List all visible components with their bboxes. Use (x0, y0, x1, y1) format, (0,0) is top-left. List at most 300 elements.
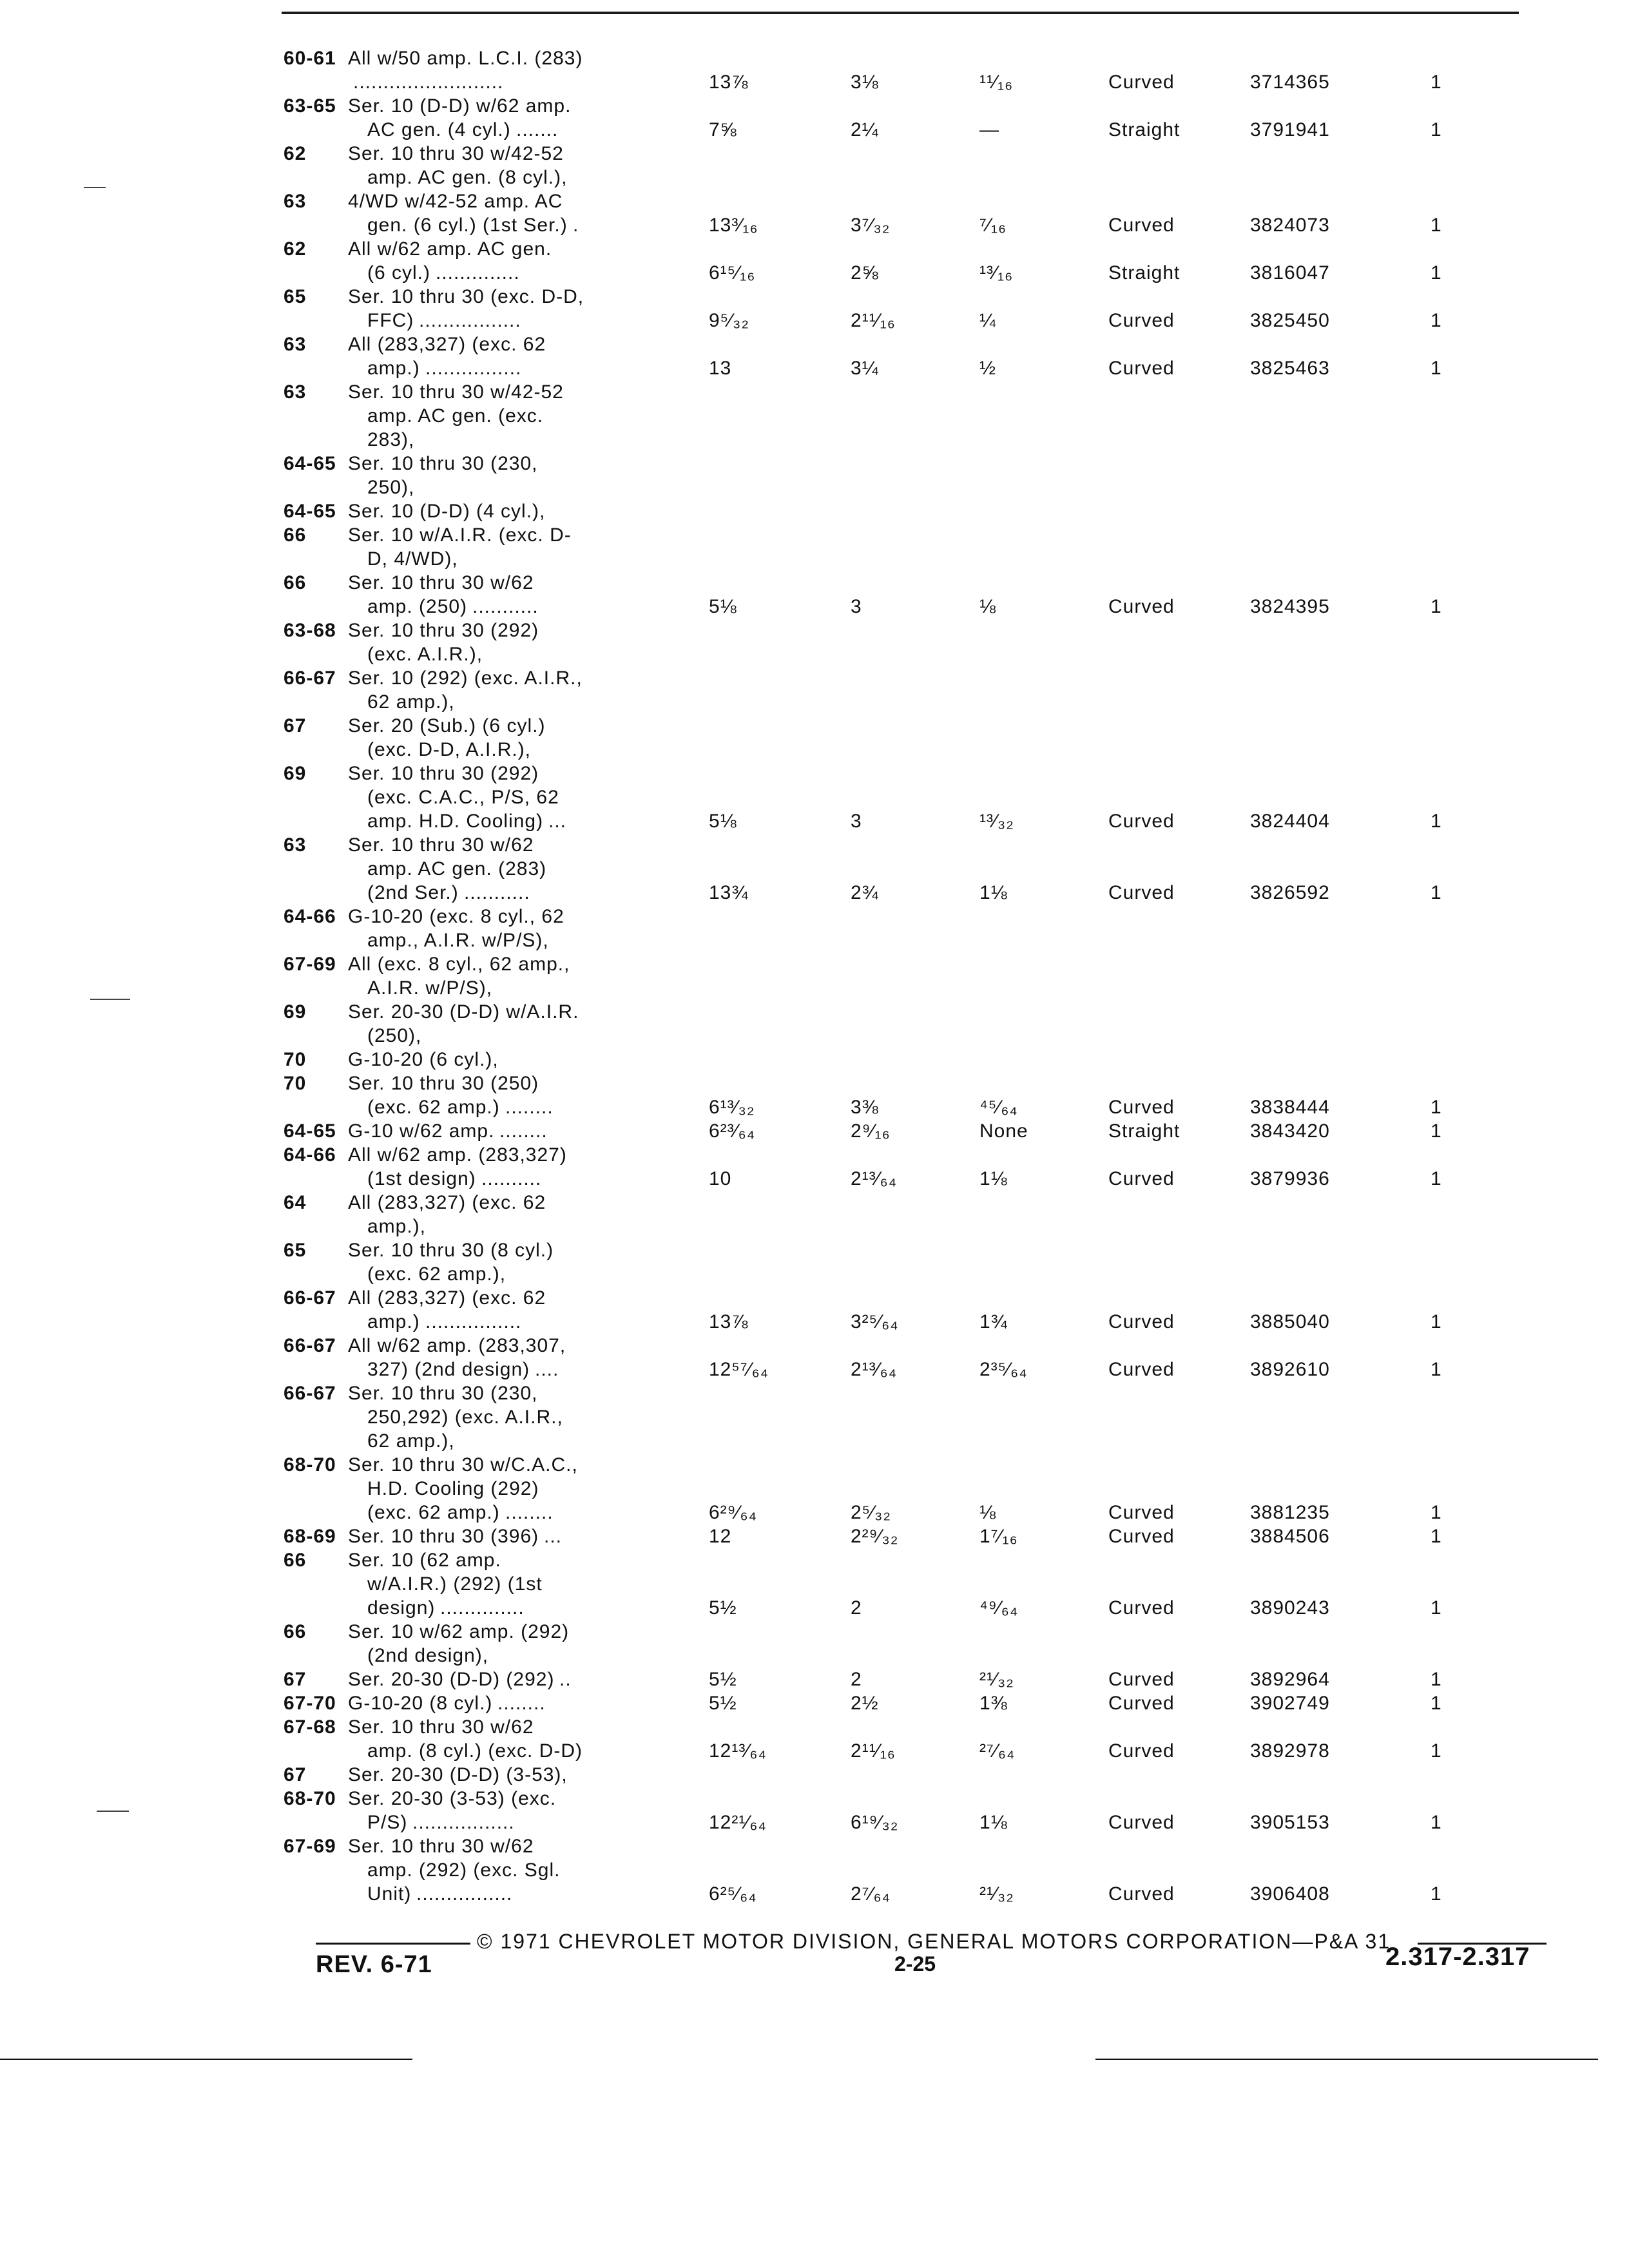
model-years: 68-70 (284, 1788, 336, 1809)
offset: 1¾ (979, 1311, 1008, 1332)
row-line (284, 309, 1521, 332)
row-line (284, 523, 1521, 547)
width: 3 (851, 596, 862, 617)
quantity: 1 (1431, 1812, 1442, 1833)
model-years: 63 (284, 334, 307, 355)
leader-dots: ........ (505, 1097, 554, 1118)
part-number: 3902749 (1250, 1693, 1330, 1714)
bottom-rule-left (0, 2059, 412, 2060)
table-row (284, 1143, 1521, 1191)
width: 6¹⁹⁄₃₂ (851, 1812, 899, 1833)
application-text: amp. (292) (exc. Sgl. (367, 1860, 561, 1881)
scan-mark (84, 187, 106, 188)
application-text: P/S) (367, 1812, 408, 1833)
width: 3⅜ (851, 1097, 879, 1118)
row-line (284, 1763, 1521, 1787)
application-text: AC gen. (4 cyl.) (367, 119, 511, 140)
offset: 1⅛ (979, 882, 1008, 903)
application-text: All (283,327) (exc. 62 (348, 1287, 546, 1309)
application-text: (exc. D-D, A.I.R.), (367, 739, 532, 760)
width: 2⅝ (851, 262, 879, 284)
width: 2¹³⁄₆₄ (851, 1359, 898, 1380)
row-line (284, 1095, 1521, 1119)
bend-type: Curved (1108, 811, 1175, 832)
quantity: 1 (1431, 1883, 1442, 1905)
bend-type: Curved (1108, 596, 1175, 617)
row-line (284, 952, 1521, 976)
model-years: 65 (284, 1240, 307, 1261)
application-text: All w/62 amp. (283,327) (348, 1144, 567, 1166)
overall-length: 10 (709, 1168, 732, 1189)
leader-dots: .............. (436, 262, 520, 284)
leader-dots: ................ (425, 358, 522, 379)
model-years: 64-65 (284, 501, 336, 522)
overall-length: 5⅛ (709, 811, 737, 832)
part-number: 3824395 (1250, 596, 1330, 617)
application-text: (1st design) (367, 1168, 476, 1189)
row-line (284, 1811, 1521, 1834)
offset: ⅛ (979, 1502, 997, 1523)
application-text: Ser. 20 (Sub.) (6 cyl.) (348, 715, 546, 736)
application-text: 283), (367, 429, 415, 450)
bend-type: Curved (1108, 310, 1175, 331)
bend-type: Curved (1108, 1168, 1175, 1189)
row-line (284, 690, 1521, 714)
row-line (284, 1620, 1521, 1644)
leader-dots: ........ (505, 1502, 554, 1523)
application-text: 62 amp.), (367, 1430, 455, 1452)
application-text: (exc. 62 amp.) (367, 1097, 500, 1118)
row-line (284, 452, 1521, 476)
application-text: All (exc. 8 cyl., 62 amp., (348, 954, 570, 975)
application-text: 62 amp.), (367, 691, 455, 713)
application-text: G-10-20 (8 cyl.) (348, 1693, 493, 1714)
row-line (284, 1453, 1521, 1477)
application-text: (exc. 62 amp.) (367, 1502, 500, 1523)
row-line (284, 380, 1521, 404)
row-line (284, 1572, 1521, 1596)
offset: 1⅛ (979, 1812, 1008, 1833)
model-years: 66 (284, 1550, 307, 1571)
leader-dots: ................ (416, 1883, 513, 1905)
width: 2 (851, 1597, 862, 1619)
overall-length: 5½ (709, 1693, 737, 1714)
row-line (284, 571, 1521, 595)
application-text: Ser. 10 thru 30 (8 cyl.) (348, 1240, 554, 1261)
row-line (284, 1548, 1521, 1572)
row-line (284, 499, 1521, 523)
table-row (284, 380, 1521, 619)
application-text: amp. H.D. Cooling) (367, 811, 544, 832)
table-row (284, 833, 1521, 905)
quantity: 1 (1431, 1168, 1442, 1189)
quantity: 1 (1431, 72, 1442, 93)
offset: None (979, 1120, 1028, 1142)
model-years: 69 (284, 763, 307, 784)
table-row (284, 619, 1521, 833)
overall-length: 13 (709, 358, 732, 379)
row-line (284, 213, 1521, 237)
leader-dots: ................. (412, 1812, 515, 1833)
application-text: G-10-20 (6 cyl.), (348, 1049, 499, 1070)
leader-dots: .......... (481, 1168, 542, 1189)
offset: ²¹⁄₃₂ (979, 1883, 1014, 1905)
model-years: 66 (284, 572, 307, 593)
width: 3⅛ (851, 72, 879, 93)
leader-dots: .. (559, 1669, 572, 1690)
row-line (284, 1477, 1521, 1501)
overall-length: 5½ (709, 1669, 737, 1690)
application-text: Ser. 20-30 (D-D) (292) (348, 1669, 555, 1690)
part-number: 3838444 (1250, 1097, 1330, 1118)
scan-mark (90, 999, 130, 1000)
part-number: 3824073 (1250, 215, 1330, 236)
table-row (284, 1691, 1521, 1715)
offset: ²¹⁄₃₂ (979, 1669, 1014, 1690)
application-text: Ser. 20-30 (D-D) (3-53), (348, 1764, 568, 1785)
model-years: 68-69 (284, 1526, 336, 1547)
part-number: 3884506 (1250, 1526, 1330, 1547)
application-text: Unit) (367, 1883, 412, 1905)
page-number: 2-25 (894, 1952, 936, 1975)
application-text: Ser. 10 w/A.I.R. (exc. D- (348, 524, 572, 546)
table-row (284, 1715, 1521, 1763)
row-line (284, 1644, 1521, 1667)
quantity: 1 (1431, 358, 1442, 379)
row-line (284, 785, 1521, 809)
quantity: 1 (1431, 1502, 1442, 1523)
row-line (284, 142, 1521, 166)
overall-length: 12 (709, 1526, 732, 1547)
table-row (284, 1191, 1521, 1334)
overall-length: 7⅝ (709, 119, 737, 140)
row-line (284, 1381, 1521, 1405)
overall-length: 13³⁄₁₆ (709, 215, 758, 236)
overall-length: 12¹³⁄₆₄ (709, 1740, 767, 1762)
row-line (284, 1429, 1521, 1453)
width: 3⁷⁄₃₂ (851, 215, 891, 236)
leader-dots: .... (535, 1359, 559, 1380)
application-text: Ser. 20-30 (3-53) (exc. (348, 1788, 557, 1809)
application-text: 4/WD w/42-52 amp. AC (348, 191, 563, 212)
table-row (284, 189, 1521, 237)
quantity: 1 (1431, 310, 1442, 331)
bend-type: Curved (1108, 1359, 1175, 1380)
quantity: 1 (1431, 262, 1442, 284)
model-years: 63 (284, 191, 307, 212)
table-row (284, 1524, 1521, 1548)
offset: 2³⁵⁄₆₄ (979, 1359, 1028, 1380)
model-years: 67 (284, 715, 307, 736)
leader-dots: . (573, 215, 579, 236)
bend-type: Curved (1108, 1669, 1175, 1690)
row-line (284, 118, 1521, 142)
overall-length: 12⁵⁷⁄₆₄ (709, 1359, 769, 1380)
table-row (284, 1763, 1521, 1834)
table-row (284, 94, 1521, 142)
bend-type: Curved (1108, 1883, 1175, 1905)
offset: ¼ (979, 310, 997, 331)
application-text: (exc. 62 amp.), (367, 1264, 506, 1285)
row-line (284, 1715, 1521, 1739)
model-years: 62 (284, 143, 307, 164)
application-text: Ser. 10 thru 30 w/62 (348, 1716, 534, 1738)
application-text: A.I.R. w/P/S), (367, 977, 493, 999)
application-text: Ser. 10 thru 30 (exc. D-D, (348, 286, 584, 307)
row-line (284, 809, 1521, 833)
width: 2¾ (851, 882, 879, 903)
model-years: 63 (284, 834, 307, 856)
part-number: 3843420 (1250, 1120, 1330, 1142)
application-text: Ser. 10 w/62 amp. (292) (348, 1621, 570, 1642)
row-line (284, 1262, 1521, 1286)
footer-rule-left (316, 1943, 470, 1945)
table-row (284, 285, 1521, 332)
row-line (284, 356, 1521, 380)
bend-type: Straight (1108, 1120, 1181, 1142)
width: 2⁷⁄₆₄ (851, 1883, 891, 1905)
model-years: 67-69 (284, 1836, 336, 1857)
application-text: 327) (2nd design) (367, 1359, 530, 1380)
leader-dots: ... (548, 811, 567, 832)
application-text: w/A.I.R.) (292) (1st (367, 1573, 543, 1595)
model-years: 66 (284, 1621, 307, 1642)
table-row (284, 142, 1521, 189)
row-line (284, 642, 1521, 666)
overall-length: 13⅞ (709, 1311, 749, 1332)
model-years: 64-66 (284, 906, 336, 927)
row-line (284, 1072, 1521, 1095)
row-line (284, 833, 1521, 857)
offset: ⁷⁄₁₆ (979, 215, 1007, 236)
quantity: 1 (1431, 1669, 1442, 1690)
row-line (284, 666, 1521, 690)
model-years: 70 (284, 1073, 307, 1094)
leader-dots: ................. (419, 310, 521, 331)
part-number: 3714365 (1250, 72, 1330, 93)
offset: ⁴⁵⁄₆₄ (979, 1097, 1018, 1118)
bend-type: Curved (1108, 1502, 1175, 1523)
application-text: Ser. 10 thru 30 w/42-52 (348, 143, 564, 164)
row-line (284, 1048, 1521, 1072)
quantity: 1 (1431, 1120, 1442, 1142)
offset: ½ (979, 358, 997, 379)
width: 3²⁵⁄₆₄ (851, 1311, 899, 1332)
application-text: Ser. 10 thru 30 w/42-52 (348, 381, 564, 403)
table-row (284, 332, 1521, 380)
application-text: 250,292) (exc. A.I.R., (367, 1407, 563, 1428)
application-text: Ser. 10 thru 30 w/62 (348, 1836, 534, 1857)
offset: ¹³⁄₁₆ (979, 262, 1014, 284)
leader-dots: ........ (497, 1693, 546, 1714)
part-number: 3816047 (1250, 262, 1330, 284)
row-line (284, 1024, 1521, 1048)
application-text: amp. AC gen. (exc. (367, 405, 544, 427)
model-years: 68-70 (284, 1454, 336, 1475)
quantity: 1 (1431, 1597, 1442, 1619)
part-number: 3881235 (1250, 1502, 1330, 1523)
width: 3 (851, 811, 862, 832)
application-text: Ser. 10 thru 30 (292) (348, 620, 539, 641)
part-number: 3885040 (1250, 1311, 1330, 1332)
model-years: 60-61 (284, 48, 336, 69)
application-text: Ser. 10 (D-D) (4 cyl.), (348, 501, 546, 522)
row-line (284, 928, 1521, 952)
row-line (284, 881, 1521, 905)
model-years: 64-65 (284, 453, 336, 474)
model-years: 69 (284, 1001, 307, 1023)
part-number: 3791941 (1250, 119, 1330, 140)
quantity: 1 (1431, 1526, 1442, 1547)
copyright-line: © 1971 CHEVROLET MOTOR DIVISION, GENERAL MOTORS CORPORATION—P&A 31 (477, 1930, 1391, 1953)
application-text: (6 cyl.) (367, 262, 430, 284)
application-text: All w/62 amp. AC gen. (348, 238, 552, 260)
part-number: 3890243 (1250, 1597, 1330, 1619)
row-line (284, 476, 1521, 499)
table-row (284, 1381, 1521, 1524)
scan-mark (97, 1811, 129, 1812)
application-text: amp. (250) (367, 596, 468, 617)
leader-dots: ... (544, 1526, 563, 1547)
model-years: 63-68 (284, 620, 336, 641)
quantity: 1 (1431, 1097, 1442, 1118)
model-years: 65 (284, 286, 307, 307)
row-line (284, 1191, 1521, 1215)
overall-length: 13⅞ (709, 72, 749, 93)
row-line (284, 261, 1521, 285)
bend-type: Curved (1108, 882, 1175, 903)
width: 3¼ (851, 358, 879, 379)
width: 2⁹⁄₁₆ (851, 1120, 891, 1142)
overall-length: 6¹⁵⁄₁₆ (709, 262, 756, 284)
row-line (284, 762, 1521, 785)
row-line (284, 595, 1521, 619)
offset: ⅛ (979, 596, 997, 617)
application-text: amp. AC gen. (8 cyl.), (367, 167, 568, 188)
table-row (284, 1834, 1521, 1906)
overall-length: 5⅛ (709, 596, 737, 617)
part-number: 3826592 (1250, 882, 1330, 903)
leader-dots: ....... (516, 119, 559, 140)
row-line (284, 905, 1521, 928)
application-text: Ser. 10 thru 30 w/C.A.C., (348, 1454, 578, 1475)
row-line (284, 94, 1521, 118)
model-years: 67-70 (284, 1693, 336, 1714)
overall-length: 6¹³⁄₃₂ (709, 1097, 755, 1118)
offset: ²⁷⁄₆₄ (979, 1740, 1016, 1762)
application-text: (250), (367, 1025, 422, 1046)
application-text: All (283,327) (exc. 62 (348, 334, 546, 355)
table-row (284, 1667, 1521, 1691)
table-row (284, 1548, 1521, 1620)
application-text: amp. AC gen. (283) (367, 858, 547, 879)
row-line (284, 1167, 1521, 1191)
table-row (284, 1334, 1521, 1381)
row-line (284, 738, 1521, 762)
width: 2¼ (851, 119, 879, 140)
quantity: 1 (1431, 1740, 1442, 1762)
model-years: 66-67 (284, 1335, 336, 1356)
row-line (284, 70, 1521, 94)
row-line (284, 1501, 1521, 1524)
part-number: 3892964 (1250, 1669, 1330, 1690)
part-number: 3892610 (1250, 1359, 1330, 1380)
quantity: 1 (1431, 596, 1442, 617)
application-text: Ser. 10 thru 30 w/62 (348, 834, 534, 856)
application-text: amp.) (367, 1311, 420, 1332)
row-line (284, 166, 1521, 189)
part-number: 3825450 (1250, 310, 1330, 331)
bend-type: Curved (1108, 1812, 1175, 1833)
application-text: FFC) (367, 310, 414, 331)
part-number: 3825463 (1250, 358, 1330, 379)
model-years: 66-67 (284, 1287, 336, 1309)
overall-length: 6²⁵⁄₆₄ (709, 1883, 757, 1905)
overall-length: 6²³⁄₆₄ (709, 1120, 756, 1142)
application-text: All w/62 amp. (283,307, (348, 1335, 566, 1356)
quantity: 1 (1431, 882, 1442, 903)
table-row (284, 1620, 1521, 1667)
part-number: 3905153 (1250, 1812, 1330, 1833)
model-years: 70 (284, 1049, 307, 1070)
row-line (284, 404, 1521, 428)
row-line (284, 189, 1521, 213)
row-line (284, 332, 1521, 356)
bend-type: Curved (1108, 1311, 1175, 1332)
part-number: 3824404 (1250, 811, 1330, 832)
application-text: D, 4/WD), (367, 548, 458, 570)
model-years: 62 (284, 238, 307, 260)
offset: ¹¹⁄₁₆ (979, 72, 1014, 93)
row-line (284, 1596, 1521, 1620)
model-years: 67 (284, 1764, 307, 1785)
quantity: 1 (1431, 1693, 1442, 1714)
row-line (284, 1858, 1521, 1882)
model-years: 63 (284, 381, 307, 403)
model-years: 64 (284, 1192, 307, 1213)
table-row (284, 905, 1521, 1119)
application-text: G-10-20 (exc. 8 cyl., 62 (348, 906, 564, 927)
row-line (284, 1238, 1521, 1262)
application-text: amp., A.I.R. w/P/S), (367, 930, 549, 951)
model-years: 64-66 (284, 1144, 336, 1166)
row-line (284, 714, 1521, 738)
application-text: (2nd design), (367, 1645, 489, 1666)
width: 2¹¹⁄₁₆ (851, 310, 896, 331)
offset: ¹³⁄₃₂ (979, 811, 1014, 832)
application-text: G-10 w/62 amp. (348, 1120, 495, 1142)
row-line (284, 1524, 1521, 1548)
row-line (284, 1143, 1521, 1167)
bend-type: Curved (1108, 1597, 1175, 1619)
application-text: amp.), (367, 1216, 427, 1237)
row-line (284, 237, 1521, 261)
quantity: 1 (1431, 811, 1442, 832)
application-text: Ser. 10 thru 30 w/62 (348, 572, 534, 593)
application-text: Ser. 10 thru 30 (230, (348, 453, 538, 474)
overall-length: 6²⁹⁄₆₄ (709, 1502, 757, 1523)
part-number: 3879936 (1250, 1168, 1330, 1189)
row-line (284, 1286, 1521, 1310)
application-text: All (283,327) (exc. 62 (348, 1192, 546, 1213)
row-line (284, 1691, 1521, 1715)
section-reference: 2.317-2.317 (1385, 1943, 1530, 1971)
application-text: amp.) (367, 358, 420, 379)
model-years: 66-67 (284, 1383, 336, 1404)
row-line (284, 46, 1521, 70)
row-line (284, 285, 1521, 309)
part-number: 3906408 (1250, 1883, 1330, 1905)
